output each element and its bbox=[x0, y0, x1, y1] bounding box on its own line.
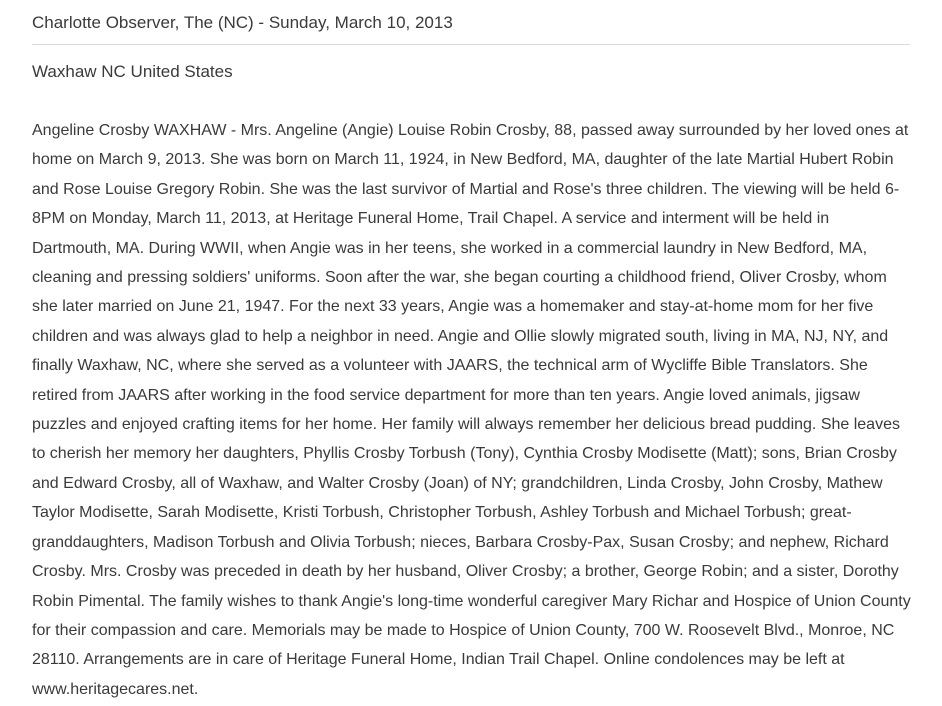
source-date-header: Charlotte Observer, The (NC) - Sunday, March 10, 2013 bbox=[32, 13, 453, 32]
header-divider bbox=[32, 44, 910, 45]
obituary-text: Angeline Crosby WAXHAW - Mrs. Angeline (Angie) Louise Robin Crosby, 88, passed away surrounded by her loved ones at home on March 9, 2013. She was born on March 11, 1924, in New Bedford, MA, daughter of the late Martial Hubert Robin and Rose Louise Gregory Robin. She was the last survivor of Martial and Rose's three children. The viewing will be held 6-8PM on Monday, March 11, 2013, at Heritage Funeral Home, Trail Chapel. A service and interment will be held in Dartmouth, MA. During WWII, when Angie was in her teens, she worked in a commercial laundry in New Bedford, MA, cleaning and pressing soldiers' uniforms. Soon after the war, she began courting a childhood friend, Oliver Crosby, whom she later married on June 21, 1947. For the next 33 years, Angie was a homemaker and stay-at-home mom for her five children and was always glad to help a neighbor in need. Angie and Ollie slowly migrated south, living in MA, NJ, NY, and finally Waxhaw, NC, where she served as a volunteer with JAARS, the technical arm of Wycliffe Bible Translators. She retired from JAARS after working in the food service department for more than ten years. Angie loved animals, jigsaw puzzles and enjoyed crafting items for her home. Her family will always remember her delicious bread pudding. She leaves to cherish her memory her daughters, Phyllis Crosby Torbush (Tony), Cynthia Crosby Modisette (Matt); sons, Brian Crosby and Edward Crosby, all of Waxhaw, and Walter Crosby (Joan) of NY; grandchildren, Linda Crosby, John Crosby, Mathew Taylor Modisette, Sarah Modisette, Kristi Torbush, Christopher Torbush, Ashley Torbush and Michael Torbush; great-granddaughters, Madison Torbush and Olivia Torbush; nieces, Barbara Crosby-Pax, Susan Crosby; and nephew, Richard Crosby. Mrs. Crosby was preceded in death by her husband, Oliver Crosby; a brother, George Robin; and a sister, Dorothy Robin Pimental. The family wishes to thank Angie's long-time wonderful caregiver Mary Richar and Hospice of Union County for their compassion and care. Memorials may be made to Hospice of Union County, 700 W. Roosevelt Blvd., Monroe, NC 28110. Arrangements are in care of Heritage Funeral Home, Indian Trail Chapel. Online condolences may be left at www.heritagecares.net. bbox=[32, 122, 911, 698]
location-line: Waxhaw NC United States bbox=[32, 62, 233, 81]
